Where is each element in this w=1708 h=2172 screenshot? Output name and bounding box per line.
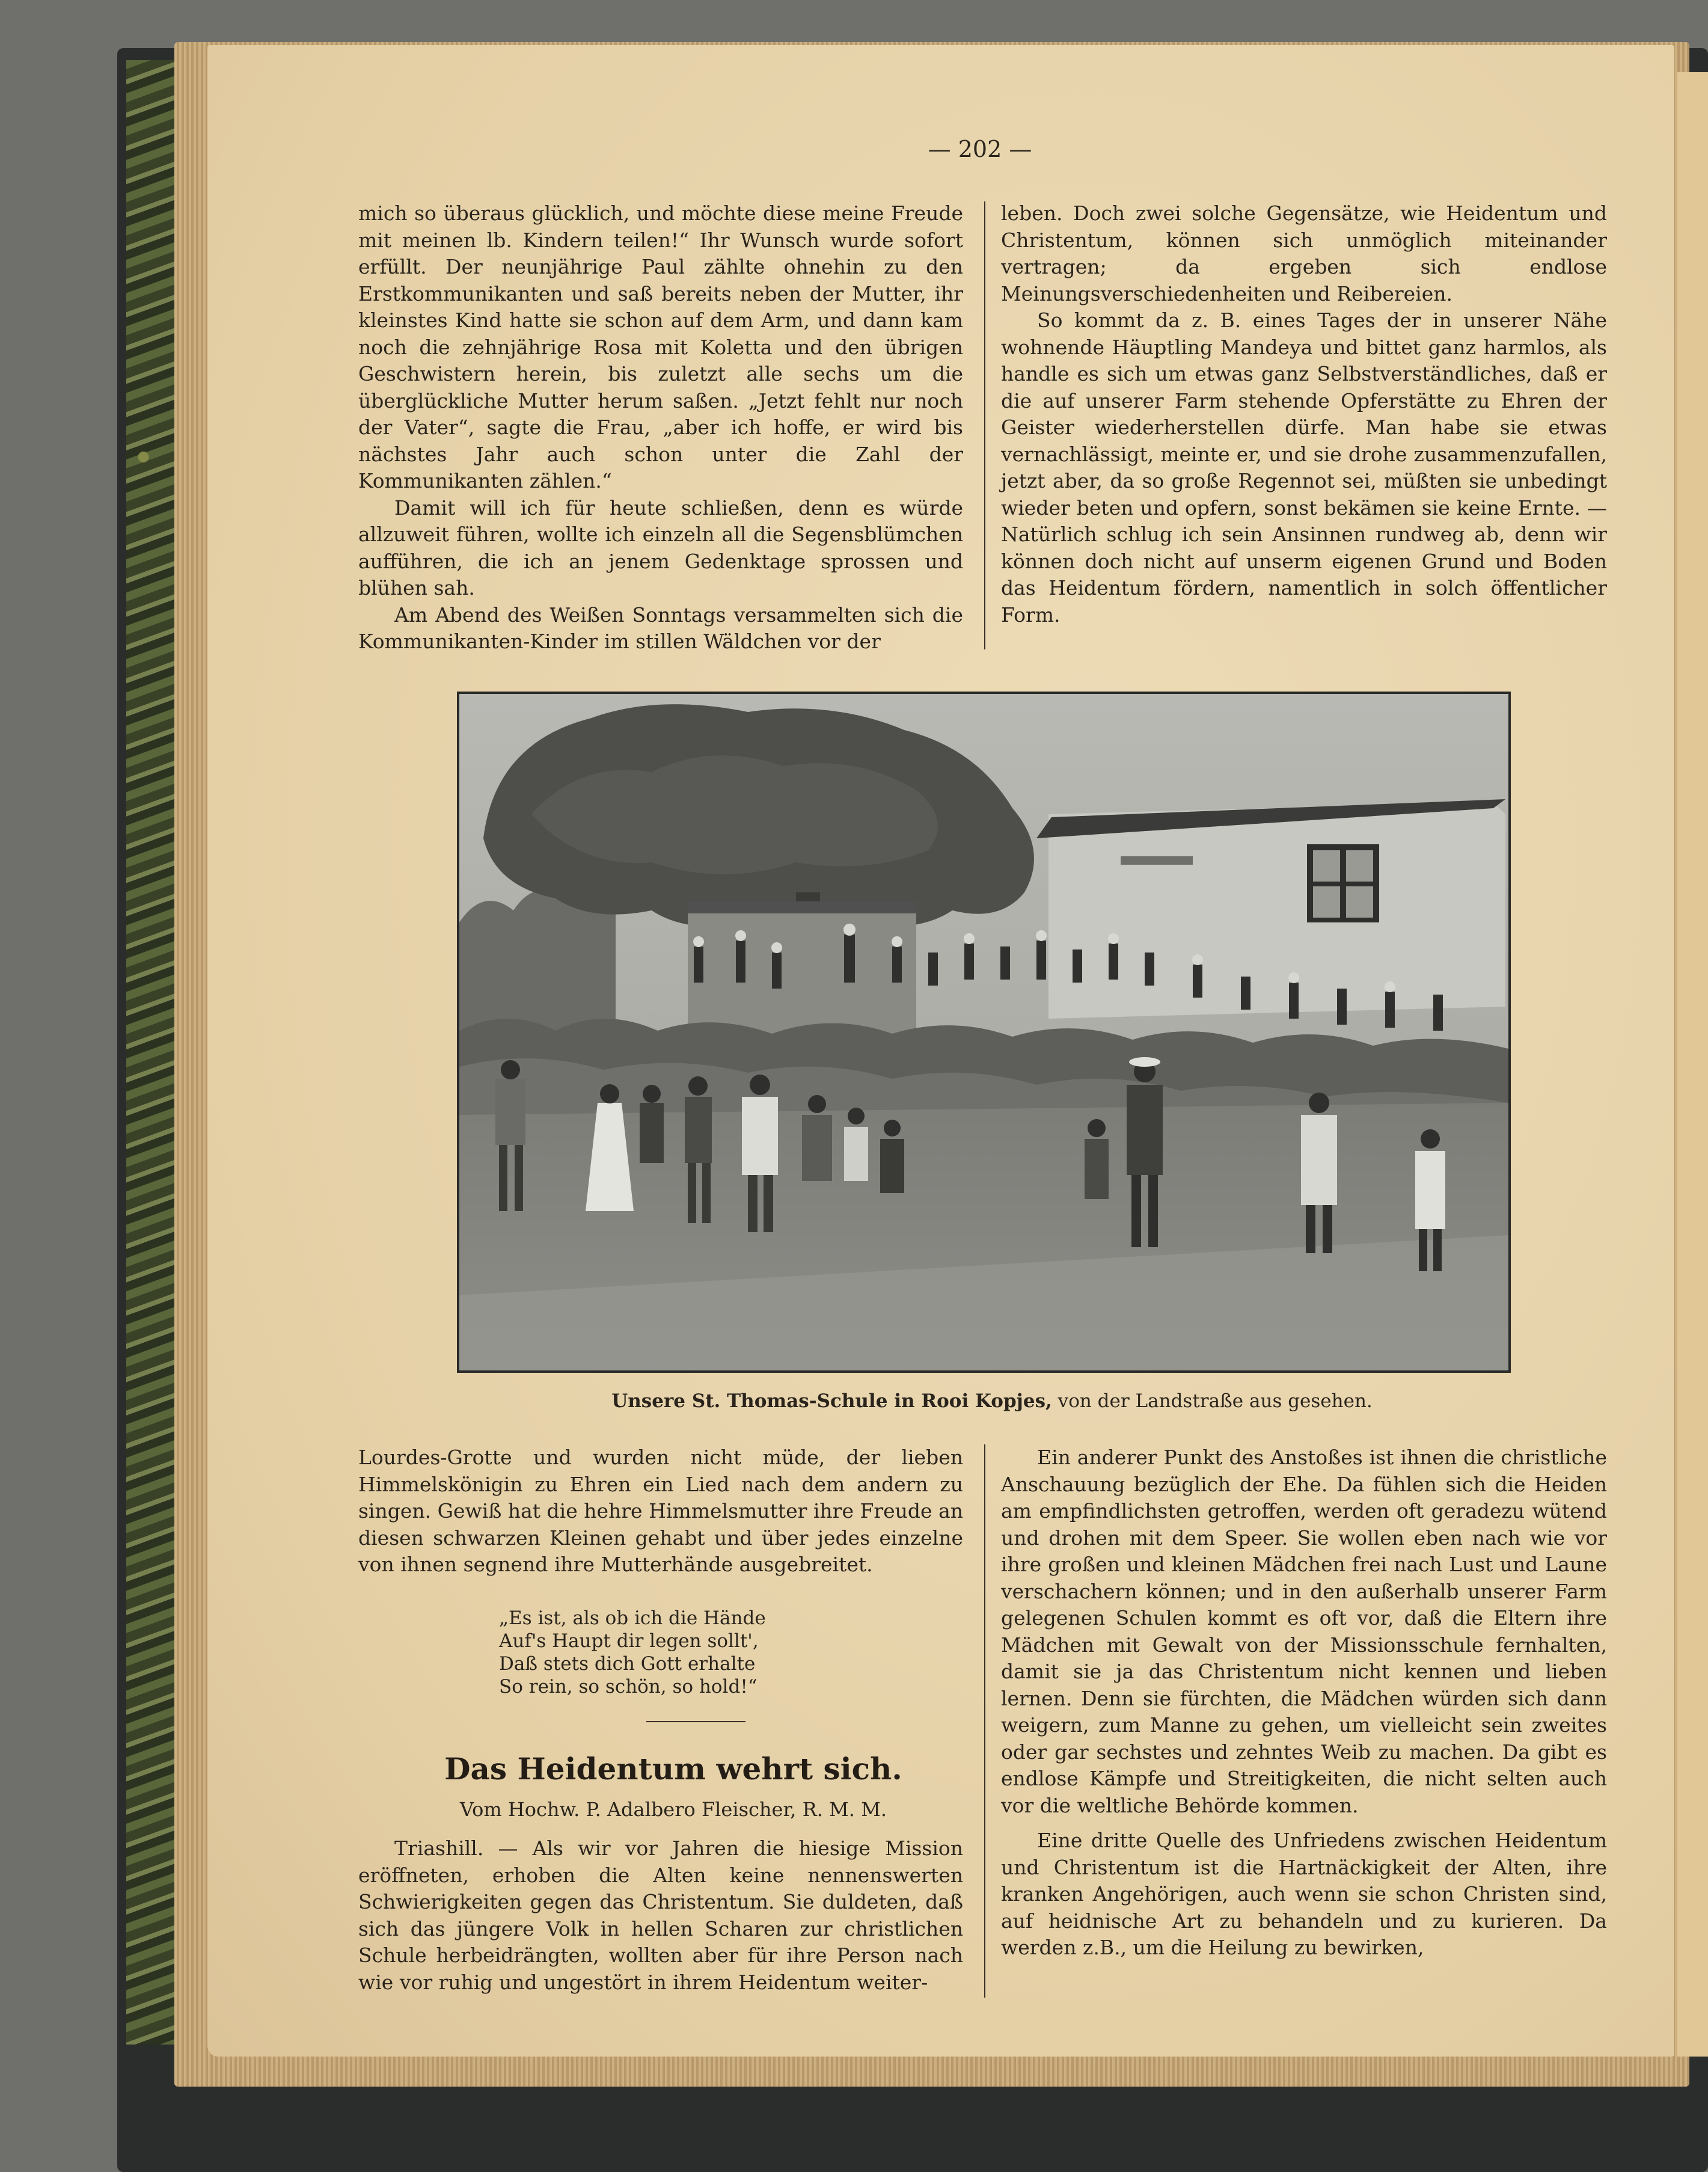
- poem-line: Auf's Haupt dir legen sollt',: [499, 1630, 759, 1652]
- paragraph: Eine dritte Quelle des Unfriedens zwischen Heidentum und Christentum ist die Hartnäckigkeit der Alten, ihre kranken Angehörigen, auch wenn sie schon Christen sind, auf heidnische Art zu behandeln und zu kurieren. Da werden z.B., um die Heilung zu bewirken,: [1001, 1829, 1607, 1959]
- paragraph: Lourdes-Grotte und wurden nicht müde, der lieben Himmelskönigin zu Ehren ein Lied nach dem andern zu singen. Gewiß hat die hehre Himmelsmutter ihre Freude an diesen schwarzen Kleinen gehabt und über jedes einzelne von ihnen segnend ihre Mutterhände ausgebreitet.: [358, 1446, 963, 1576]
- photo-caption: [601, 1390, 1383, 1412]
- caption-title: Unsere St. Thomas-Schule in Rooi Kopjes,: [611, 1390, 1052, 1412]
- top-left-column: [358, 200, 963, 655]
- bottom-left-column: [358, 1444, 963, 1578]
- article-byline: Vom Hochw. P. Adalbero Fleischer, R. M. M.: [459, 1798, 887, 1821]
- page-number: — 202 —: [928, 136, 1032, 162]
- paragraph: Triashill. — Als wir vor Jahren die hiesige Mission eröffneten, erhoben die Alten keine nennenswerten Schwierigkeiten gegen das Christentum. Sie duldeten, daß sich das jüngere Volk in hellen Scharen zur christlichen Schule herbeidrängten, wollten aber für ihre Person nach wie vor ruhig und ungestört in ihrem Heidentum weiter-: [358, 1836, 963, 1994]
- article-start-column: [358, 1835, 963, 1996]
- column-divider-bottom: [984, 1444, 985, 1998]
- photo-illustration: [459, 694, 1508, 1370]
- paragraph: leben. Doch zwei solche Gegensätze, wie Heidentum und Christentum, können sich unmöglich miteinander vertragen; da ergeben sich endlose Meinungsverschiedenheiten und Reibereien.: [1001, 201, 1607, 305]
- section-divider: [646, 1721, 745, 1722]
- facing-page-edge: [1677, 72, 1708, 2057]
- bottom-right-column: [1001, 1444, 1607, 1962]
- poem-line: So rein, so schön, so hold!“: [499, 1676, 758, 1698]
- top-right-column: [1001, 200, 1607, 628]
- column-divider-top: [984, 201, 985, 649]
- poem-line: „Es ist, als ob ich die Hände: [499, 1607, 766, 1629]
- paragraph: Ein anderer Punkt des Anstoßes ist ihnen die christliche Anschauung bezüglich der Ehe. Da fühlen sich die Heiden am empfindlichsten getroffen, werden oft geradezu wütend und drohen mit dem Speer. Sie wollen eben nach wie vor ihre großen und kleinen Mädchen frei nach Lust und Laune verschachern können; und in den außerhalb unserer Farm gelegenen Schulen kommt es oft vor, daß die Eltern ihre Mädchen mit Gewalt von der Missionsschule fernhalten, damit sie ja das Christentum nicht kennen und lieben lernen. Denn sie fürchten, die Mädchen würden sich dann weigern, zum Manne zu gehen, um vielleicht sein zweites oder gar sechstes und zehntes Weib zu machen. Da gibt es endlose Kämpfe und Streitigkeiten, die nicht selten auch vor die weltliche Behörde kommen.: [1001, 1446, 1607, 1817]
- caption-text: von der Landstraße aus gesehen.: [1051, 1390, 1373, 1412]
- paragraph: Damit will ich für heute schließen, denn es würde allzuweit führen, wollte ich einzeln all die Segensblümchen aufführen, die ich an jenem Gedenktage sprossen und blühen sah.: [358, 495, 963, 600]
- paragraph: mich so überaus glücklich, und möchte diese meine Freude mit meinen lb. Kindern teilen!“ Ihr Wunsch wurde sofort erfüllt. Der neunjährige Paul zählte ohnehin zu den Erstkommunikanten und saß bereits neben der Mutter, ihr kleinstes Kind hatte sie schon auf dem Arm, und dann kam noch die zehnjährige Rosa mit Koletta und den übrigen Geschwistern herein, bis zuletzt alle sechs um die überglückliche Mutter herum saßen. „Jetzt fehlt nur noch der Vater“, sagte die Frau, „aber ich hoffe, er wird bis nächstes Jahr auch schon unter die Zahl der Kommunikanten zählen.“: [358, 201, 963, 492]
- poem: [499, 1607, 766, 1698]
- poem-line: Daß stets dich Gott erhalte: [499, 1653, 756, 1675]
- paragraph: Am Abend des Weißen Sonntags versammelten sich die Kommunikanten-Kinder im stillen Wäldchen vor der: [358, 603, 963, 653]
- paragraph: So kommt da z. B. eines Tages der in unserer Nähe wohnende Häuptling Mandeya und bittet ganz harmlos, als handle es sich um etwas ganz Selbstverständliches, daß er die auf unserer Farm stehende Opferstätte zu Ehren der Geister wiederherstellen dürfe. Man habe sie etwas vernachlässigt, meinte er, und sie drohe zusammenzufallen, jetzt aber, da so große Regennot sei, müßten sie unbedingt wieder beten und opfern, sonst bekämen sie keine Ernte. — Natürlich schlug ich sein Ansinnen rundweg ab, denn wir können doch nicht auf unserm eigenen Grund und Boden das Heidentum fördern, namentlich in solch öffentlicher Form.: [1001, 308, 1607, 627]
- school-photograph: [457, 692, 1511, 1373]
- article-headline: Das Heidentum wehrt sich.: [444, 1751, 902, 1787]
